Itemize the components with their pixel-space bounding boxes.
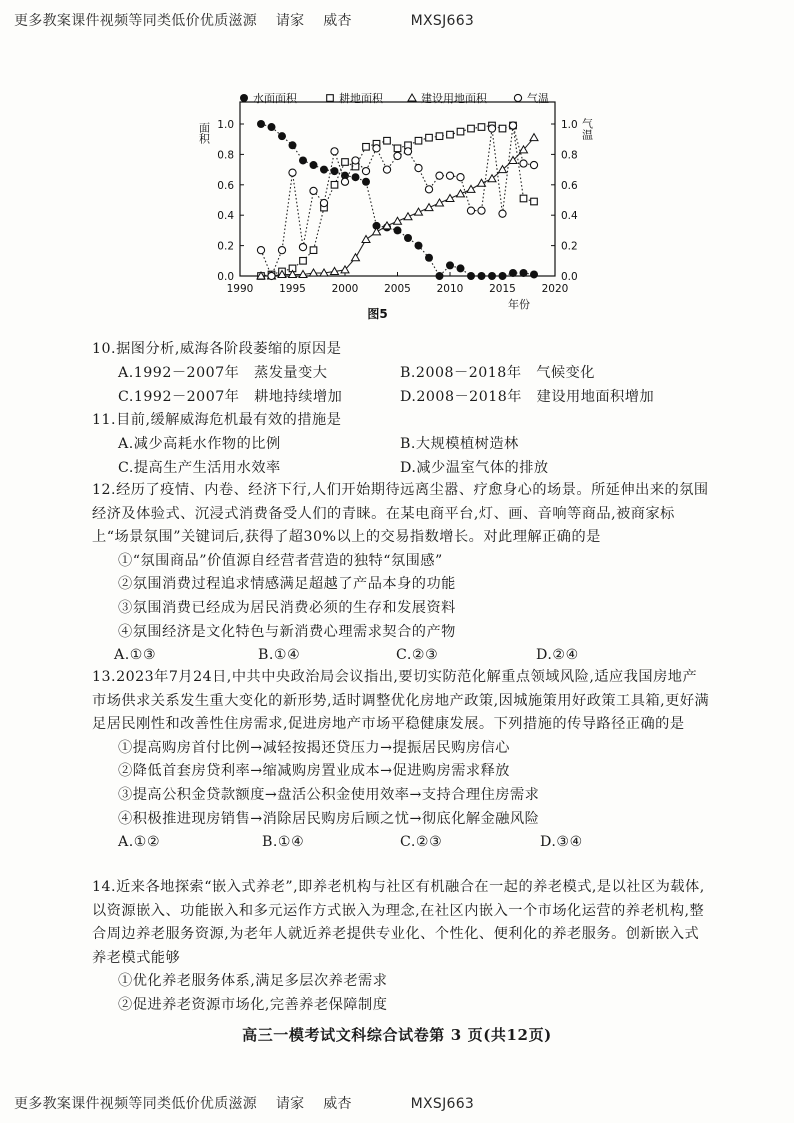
water-area-point: [467, 272, 475, 280]
temperature-point: [415, 164, 422, 171]
y-right-tick-label: 0.0: [561, 271, 578, 283]
y-right-tick-label: 0.4: [561, 210, 578, 223]
farmland-area-point: [499, 125, 506, 132]
question-14: [92, 876, 710, 1018]
temperature-point: [530, 161, 537, 168]
construction-land-area-point: [415, 208, 423, 215]
x-tick-label: 1995: [279, 283, 306, 295]
farmland-area-point: [331, 182, 338, 189]
farmland-area-point: [394, 145, 401, 152]
farmland-area-point: [457, 128, 464, 135]
page-footer: 高三一模考试文科综合试卷第 3 页(共12页): [242, 1026, 552, 1044]
water-area-point: [352, 173, 360, 181]
water-area-point: [331, 167, 339, 175]
legend-label: 耕地面积: [339, 92, 383, 105]
water-area-point: [415, 242, 423, 250]
option-a: A.1992－2007年 蒸发量变大: [118, 364, 328, 381]
construction-land-area-point: [362, 236, 370, 243]
farmland-area-point: [436, 133, 443, 140]
x-tick-label: 2005: [384, 283, 411, 295]
legend-label: 气温: [527, 92, 549, 105]
statement-1: ①提高购房首付比例→减轻按揭还贷压力→提振居民购房信心: [118, 739, 510, 756]
top-banner: [14, 10, 488, 30]
option-d: D.③④: [540, 834, 583, 851]
y-right-tick-label: 0.6: [561, 179, 578, 192]
option-a: A.减少高耗水作物的比例: [118, 435, 281, 452]
y-right-tick-label: 0.8: [561, 149, 578, 162]
option-row: [96, 386, 710, 410]
temperature-point: [299, 244, 306, 251]
legend-label: 水面面积: [253, 92, 297, 105]
question-stem: 11.目前,缓解威海危机最有效的措施是: [92, 412, 342, 428]
temperature-point: [352, 157, 359, 164]
x-tick-label: 2000: [331, 283, 359, 295]
temperature-point: [457, 174, 464, 181]
farmland-area-point: [531, 198, 538, 205]
statement-1: ①优化养老服务体系,满足多层次养老需求: [118, 973, 388, 990]
y-left-tick-label: 0.6: [217, 179, 234, 192]
option-c: C.1992－2007年 耕地持续增加: [118, 388, 343, 405]
water-area-point: [488, 272, 496, 280]
question-13: [92, 666, 710, 855]
option-c: C.提高生产生活用水效率: [118, 459, 281, 476]
y-left-tick-label: 0.4: [217, 210, 234, 223]
y-left-axis-label: 面积: [197, 122, 211, 144]
option-b: B.大规模植树造林: [400, 435, 519, 452]
water-area-point: [446, 261, 454, 269]
water-area-point: [394, 226, 402, 234]
temperature-point: [467, 207, 474, 214]
figure-5-chart: [190, 86, 594, 334]
construction-land-area-point: [373, 228, 381, 235]
farmland-area-point: [478, 124, 485, 131]
banner-invite: 请家: [275, 1096, 305, 1112]
statement-4: ④积极推进现房销售→消除居民购房后顾之忧→彻底化解金融风险: [118, 810, 540, 827]
x-tick-label: 1990: [226, 283, 254, 295]
farmland-area-point: [300, 258, 307, 265]
water-area-point: [299, 156, 307, 164]
x-axis-label: 年份: [508, 298, 530, 311]
question-stem: 10.据图分析,威海各阶段萎缩的原因是: [92, 341, 342, 357]
statement-1: ①“氛围商品”价值源自经营者营造的独特“氛围感”: [118, 552, 443, 569]
legend-marker: [514, 94, 521, 101]
farmland-area-point: [363, 144, 370, 151]
option-b: B.2008－2018年 气候变化: [400, 364, 595, 381]
temperature-point: [383, 166, 390, 173]
banner-name: 威杏: [323, 1096, 352, 1112]
banner-text: 更多教案课件视频等同类低价优质滋源: [14, 13, 258, 29]
y-left-tick-label: 0.0: [217, 271, 234, 283]
statement-2: ②氛围消费过程追求情感满足超越了产品本身的功能: [118, 576, 456, 593]
water-area-point: [268, 123, 276, 131]
farmland-area-point: [468, 125, 475, 132]
option-c: C.②③: [396, 647, 439, 664]
temperature-point: [488, 125, 495, 132]
water-area-point: [362, 178, 370, 186]
option-b: B.①④: [262, 834, 305, 851]
option-row: [96, 433, 710, 457]
temperature-point: [331, 148, 338, 155]
statement-2: ②降低首套房贷利率→缩减购房置业成本→促进购房需求释放: [118, 763, 510, 780]
temperature-point: [268, 272, 275, 279]
y-left-tick-label: 0.8: [217, 149, 234, 162]
bottom-banner: [14, 1093, 488, 1113]
question-12: [92, 479, 710, 668]
water-area-point: [425, 254, 433, 262]
statement-2: ②促进养老资源市场化,完善养老保障制度: [118, 996, 388, 1013]
water-area-point: [520, 269, 528, 277]
option-d: D.减少温室气体的排放: [400, 459, 549, 476]
y-right-axis-label: 气温: [580, 118, 594, 140]
temperature-point: [310, 187, 317, 194]
construction-land-area-point: [352, 254, 360, 261]
y-left-tick-label: 0.2: [217, 240, 234, 253]
option-c: C.②③: [400, 834, 443, 851]
temperature-point: [278, 247, 285, 254]
statement-4: ④氛围经济是文化特色与新消费心理需求契合的产物: [118, 623, 456, 640]
chart-svg: [190, 86, 594, 334]
temperature-point: [362, 168, 369, 175]
water-area-point: [278, 132, 286, 140]
temperature-point: [257, 247, 264, 254]
construction-land-area-point: [446, 194, 454, 201]
y-right-tick-label: 1.0: [561, 119, 578, 131]
option-a: A.①③: [114, 647, 157, 664]
option-row: [96, 644, 710, 668]
farmland-area-point: [520, 195, 527, 202]
option-b: B.①④: [258, 647, 301, 664]
construction-land-area-point: [457, 190, 465, 197]
option-d: D.2008－2018年 建设用地面积增加: [400, 388, 655, 405]
y-left-tick-label: 1.0: [217, 119, 234, 131]
legend-label: 建设用地面积: [421, 92, 487, 105]
temperature-point: [520, 160, 527, 167]
temperature-point: [446, 172, 453, 179]
temperature-point: [436, 172, 443, 179]
farmland-area-point: [384, 137, 391, 144]
option-row: [96, 457, 710, 481]
water-area-point: [509, 269, 517, 277]
temperature-point: [341, 178, 348, 185]
farmland-area-point: [426, 134, 433, 141]
question-11: [92, 409, 710, 481]
temperature-point: [320, 199, 327, 206]
construction-land-area-point: [530, 134, 538, 141]
banner-name: 威杏: [323, 13, 352, 29]
option-a: A.①②: [118, 834, 161, 851]
banner-text: 更多教案课件视频等同类低价优质滋源: [14, 1096, 258, 1112]
temperature-point: [289, 169, 296, 176]
banner-invite: 请家: [275, 13, 305, 29]
temperature-point: [425, 186, 432, 193]
option-row: [96, 362, 710, 386]
water-area-point: [289, 141, 297, 149]
water-area-point: [257, 120, 265, 128]
question-stem: 14.近来各地探索“嵌入式养老”,即养老机构与社区有机融合在一起的养老模式,是以社区为载体,以资源嵌入、功能嵌入和多元运作方式嵌入为理念,在社区内嵌入一个市场化运营的养老机构,整合周边养老服务资源,为老年人就近养老提供专业化、个性化、便利化的养老服务。创新嵌入式养老模式能够: [92, 879, 705, 966]
temperature-point: [478, 207, 485, 214]
question-stem: 12.经历了疫情、内卷、经济下行,人们开始期待远离尘嚣、疗愈身心的场景。所延伸出来的氛围经济及体验式、沉浸式消费备受人们的青睐。在某电商平台,灯、画、音响等商品,被商家标上“场景氛围”关键词后,获得了超30%以上的交易指数增长。对此理解正确的是: [92, 482, 709, 546]
banner-code: MXSJ663: [410, 1096, 475, 1112]
construction-land-area-point: [436, 199, 444, 206]
x-tick-label: 2020: [541, 283, 569, 295]
plot-frame: [240, 102, 555, 276]
x-tick-label: 2010: [436, 283, 464, 295]
construction-land-area-point: [467, 185, 475, 192]
option-row: [96, 831, 710, 855]
temperature-point: [499, 210, 506, 217]
water-area-point: [499, 272, 507, 280]
construction-land-area-point: [404, 213, 412, 220]
water-area-point: [404, 234, 412, 242]
y-right-tick-label: 0.2: [561, 240, 578, 253]
figure-caption: 图5: [367, 307, 388, 321]
statement-3: ③氛围消费已经成为居民消费必须的生存和发展资料: [118, 599, 456, 616]
farmland-area-point: [447, 131, 454, 138]
construction-land-area-point: [394, 217, 402, 224]
x-tick-label: 2015: [489, 283, 516, 295]
temperature-point: [373, 145, 380, 152]
farmland-area-point: [310, 247, 317, 254]
question-10: [92, 338, 710, 410]
water-area-point: [457, 264, 465, 272]
construction-land-area-point: [425, 204, 433, 211]
water-area-point: [320, 166, 328, 174]
farmland-area-point: [342, 159, 349, 166]
question-stem: 13.2023年7月24日,中共中央政治局会议指出,要切实防范化解重点领域风险,适应我国房地产市场供求关系发生重大变化的新形势,适时调整优化房地产政策,因城施策用好政策工具箱,更好满足居民刚性和改善性住房需求,促进房地产市场平稳健康发展。下列措施的传导路径正确的是: [92, 669, 710, 733]
temperature-point: [394, 152, 401, 159]
water-area-point: [530, 270, 538, 278]
temperature-point: [509, 122, 516, 129]
statement-3: ③提高公积金贷款额度→盘活公积金使用效率→支持合理住房需求: [118, 786, 540, 803]
water-area-point: [310, 161, 318, 169]
option-d: D.②④: [536, 647, 579, 664]
temperature-point: [404, 148, 411, 155]
water-area-point: [478, 272, 486, 280]
legend-marker: [240, 94, 248, 102]
water-area-point: [436, 272, 444, 280]
construction-land-area-point: [478, 179, 486, 186]
legend-marker: [408, 94, 416, 101]
farmland-area-point: [415, 137, 422, 144]
banner-code: MXSJ663: [410, 13, 475, 29]
legend-marker: [327, 95, 334, 102]
